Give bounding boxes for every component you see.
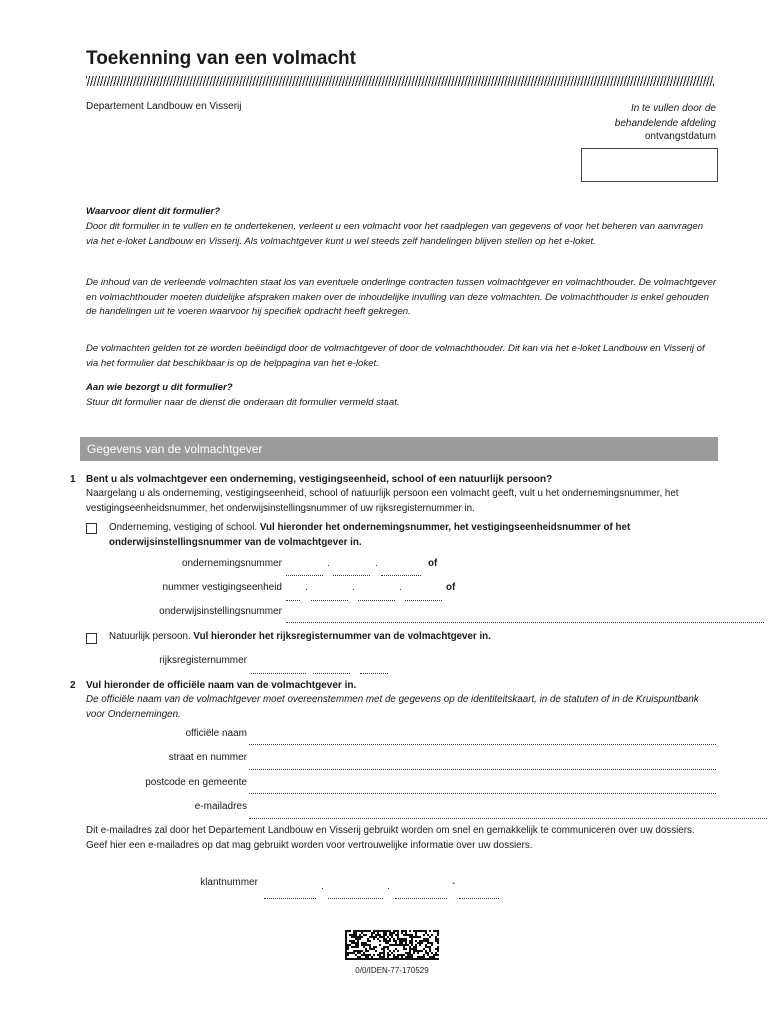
page-title: Toekenning van een volmacht (86, 48, 356, 69)
label-official-name: officiële naam (185, 728, 247, 739)
separator-dot: . (305, 582, 308, 593)
email-note: Dit e-mailadres zal door het Departement Landbouw en Visserij gebruikt worden om snel en gemakkelijk te communiceren over uw dossiers. Geef hier een e-mailadres op dat mag gebruikt worden voor vertrouwelijke informatie over uw dossiers. (86, 825, 695, 851)
company-number-part-1[interactable] (286, 575, 323, 576)
separator-dot: . (375, 558, 378, 569)
office-use-line-1: In te vullen door de (630, 103, 716, 114)
datamatrix-barcode-icon (345, 930, 439, 960)
received-date-box[interactable] (581, 148, 718, 182)
intro-paragraph-4: Stuur dit formulier naar de dienst die onderaan dit formulier vermeld staat. (86, 397, 400, 408)
street-input[interactable] (249, 769, 716, 770)
department-name: Departement Landbouw en Visserij (86, 101, 242, 112)
separator-dot: . (387, 881, 390, 892)
client-number-part-4[interactable] (459, 898, 499, 899)
separator-dot: . (321, 881, 324, 892)
postal-input[interactable] (249, 793, 716, 794)
national-number-part-3[interactable] (360, 673, 388, 674)
question-1-number: 1 (70, 474, 76, 485)
national-number-part-1[interactable] (251, 673, 306, 674)
branch-number-part-1[interactable] (286, 600, 300, 601)
label-school-number: onderwijsinstellingsnummer (159, 606, 282, 617)
school-number-input[interactable] (286, 622, 764, 623)
section-header: Gegevens van de volmachtgever (80, 437, 718, 461)
client-number-part-2[interactable] (328, 898, 383, 899)
intro-paragraph-2: De inhoud van de verleende volmachten staat los van eventuele onderlinge contracten tussen volmachtgever en volmachthouder. De volmachtgever en volmachthouder moeten duidelijke afspraken maken over de inhoudelijke invulling van deze volmachten. De volmachthouder is enkel gehouden de handelingen uit te voeren waarvoor hij specifiek opdracht heeft gekregen. (86, 277, 717, 317)
label-email: e-mailadres (194, 801, 247, 812)
received-date-label: ontvangstdatum (644, 131, 716, 142)
question-1-help: Naargelang u als onderneming, vestigingseenheid, school of natuurlijk persoon een volmacht geeft, vult u het ondernemingsnummer, het vestigingseenheidsnummer, het onderwijsinstellingsnummer of uw rijksregisternummer in. (86, 488, 679, 514)
company-number-part-2[interactable] (333, 575, 370, 576)
question-1-text: Bent u als volmachtgever een onderneming, vestigingseenheid, school of een natuurlijk persoon? (86, 474, 553, 485)
intro-paragraph-3: De volmachten gelden tot ze worden beëindigd door de volmachtgever of door de volmachthouder. Dit kan via het e-loket Landbouw en Visserij of via het formulier dat beschikbaar is op de helppagina van het e-loket. (86, 343, 705, 369)
national-number-part-2[interactable] (313, 673, 350, 674)
official-name-input[interactable] (249, 744, 716, 745)
separator-dot: . (352, 582, 355, 593)
option-company (109, 521, 719, 550)
intro-question-recipient: Aan wie bezorgt u dit formulier? (86, 382, 233, 393)
question-2-help: De officiële naam van de volmachtgever moet overeenstemmen met de gegevens op de identiteitskaart, in de statuten of in de Kruispuntbank voor Ondernemingen. (86, 694, 699, 720)
option-natural-person-label: Natuurlijk persoon. (109, 631, 191, 642)
or-label: of (446, 582, 456, 593)
question-2-number: 2 (70, 680, 76, 691)
client-number-part-3[interactable] (395, 898, 447, 899)
office-use-line-2: behandelende afdeling (614, 118, 716, 129)
separator-dot: . (399, 582, 402, 593)
title-divider (86, 76, 714, 86)
option-company-label: Onderneming, vestiging of school. (109, 522, 258, 533)
label-company-number: ondernemingsnummer (181, 558, 282, 569)
label-street: straat en nummer (168, 752, 247, 763)
branch-number-part-3[interactable] (358, 600, 395, 601)
branch-number-part-4[interactable] (405, 600, 442, 601)
form-code: 0/0/IDEN-77-170529 (355, 966, 429, 975)
option-natural-person-instruction: Vul hieronder het rijksregisternummer van de volmachtgever in. (193, 631, 491, 642)
option-company-instruction: Vul hieronder het ondernemingsnummer, het vestigingseenheidsnummer of het onderwijsinstellingsnummer van de volmachtgever in. (109, 522, 631, 548)
company-number-part-3[interactable] (381, 575, 421, 576)
or-label: of (428, 558, 438, 569)
email-input[interactable] (249, 818, 767, 819)
intro-question-purpose: Waarvoor dient dit formulier? (86, 206, 221, 217)
separator-dot: . (327, 558, 330, 569)
question-2-text: Vul hieronder de officiële naam van de volmachtgever in. (86, 680, 357, 691)
intro-paragraph-1: Door dit formulier in te vullen en te ondertekenen, verleent u een volmacht voor het raadplegen van gegevens of voor het beheren van aanvragen via het e-loket Landbouw en Visserij. Als volmachtgever kunt u wel steeds zelf handelingen blijven stellen op het e-loket. (86, 221, 704, 247)
label-branch-number: nummer vestigingseenheid (162, 582, 282, 593)
label-national-number: rijksregisternummer (159, 655, 247, 666)
office-use-note (516, 101, 716, 131)
option-natural-person (109, 630, 719, 645)
separator-dash: - (452, 878, 456, 889)
branch-number-part-2[interactable] (311, 600, 348, 601)
checkbox-natural-person[interactable] (86, 633, 97, 644)
label-postal: postcode en gemeente (145, 777, 247, 788)
client-number-part-1[interactable] (264, 898, 316, 899)
label-client-number: klantnummer (200, 877, 258, 888)
checkbox-company[interactable] (86, 523, 97, 534)
